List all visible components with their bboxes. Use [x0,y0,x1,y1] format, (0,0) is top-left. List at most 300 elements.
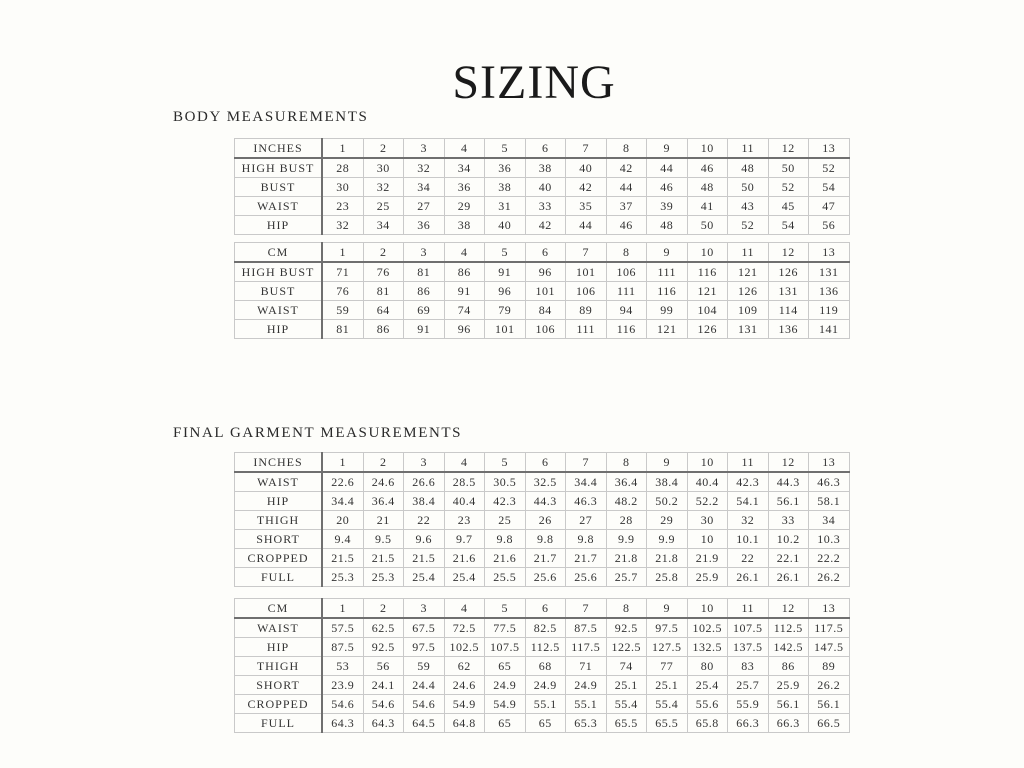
measurement-cell: 137.5 [728,638,769,657]
measurement-cell: 56 [809,216,850,235]
measurement-cell: 68 [525,657,566,676]
measurement-cell: 48 [647,216,688,235]
measurement-cell: 121 [647,320,688,339]
measurement-cell: 79 [485,301,526,320]
size-header: 8 [606,139,647,159]
measurement-cell: 42.3 [728,472,769,492]
measurement-cell: 40 [566,158,607,178]
measurement-cell: 36 [444,178,485,197]
measurement-cell: 22 [404,511,445,530]
measurement-cell: 10.2 [768,530,809,549]
measurement-cell: 116 [647,282,688,301]
row-label: WAIST [235,301,323,320]
size-header: 7 [566,453,607,473]
measurement-cell: 36 [485,158,526,178]
header-row [235,139,850,159]
measurement-cell: 21.8 [606,549,647,568]
measurement-cell: 107.5 [728,618,769,638]
size-header: 5 [485,139,526,159]
measurement-cell: 38.4 [647,472,688,492]
unit-header: INCHES [235,453,323,473]
size-header: 4 [444,243,485,263]
measurement-cell: 92.5 [606,618,647,638]
measurement-cell: 121 [687,282,728,301]
measurement-cell: 89 [566,301,607,320]
measurement-cell: 109 [728,301,769,320]
measurement-cell: 36.4 [606,472,647,492]
measurement-cell: 97.5 [647,618,688,638]
measurement-cell: 25.7 [728,676,769,695]
measurement-cell: 36 [404,216,445,235]
measurement-cell: 86 [444,262,485,282]
measurement-cell: 55.4 [606,695,647,714]
size-header: 7 [566,599,607,619]
measurement-cell: 25.9 [768,676,809,695]
measurement-cell: 91 [485,262,526,282]
measurement-cell: 119 [809,301,850,320]
size-header: 8 [606,599,647,619]
measurement-cell: 9.9 [647,530,688,549]
measurement-cell: 89 [809,657,850,676]
size-header: 9 [647,139,688,159]
measurement-cell: 54.9 [444,695,485,714]
table-row [235,282,850,301]
measurement-cell: 71 [322,262,363,282]
size-header: 13 [809,453,850,473]
size-header: 10 [687,243,728,263]
table-row [235,568,850,587]
measurement-cell: 9.7 [444,530,485,549]
table-row [235,301,850,320]
measurement-cell: 65 [485,657,526,676]
measurement-cell: 104 [687,301,728,320]
page-title: SIZING [452,56,616,109]
size-header: 3 [404,139,445,159]
measurement-cell: 74 [606,657,647,676]
measurement-cell: 21.6 [485,549,526,568]
table-row [235,178,850,197]
measurement-cell: 66.3 [768,714,809,733]
measurement-cell: 54.9 [485,695,526,714]
size-header: 5 [485,599,526,619]
measurement-cell: 52.2 [687,492,728,511]
measurement-cell: 42 [525,216,566,235]
measurement-cell: 142.5 [768,638,809,657]
measurement-cell: 42.3 [485,492,526,511]
measurement-cell: 54.6 [363,695,404,714]
table-row [235,320,850,339]
row-label: SHORT [235,676,323,695]
row-label: THIGH [235,511,323,530]
measurement-cell: 24.9 [485,676,526,695]
measurement-cell: 46.3 [809,472,850,492]
size-header: 13 [809,243,850,263]
measurement-cell: 21.5 [322,549,363,568]
measurement-cell: 114 [768,301,809,320]
measurement-cell: 50.2 [647,492,688,511]
unit-header: INCHES [235,139,323,159]
measurement-cell: 59 [322,301,363,320]
measurement-cell: 9.5 [363,530,404,549]
table-row [235,472,850,492]
table-row [235,657,850,676]
size-header: 3 [404,453,445,473]
measurement-cell: 131 [768,282,809,301]
measurement-cell: 40 [525,178,566,197]
measurement-cell: 28 [322,158,363,178]
measurement-cell: 26.2 [809,568,850,587]
unit-header: CM [235,243,323,263]
row-label: HIP [235,216,323,235]
measurement-cell: 117.5 [566,638,607,657]
measurement-cell: 102.5 [444,638,485,657]
measurement-cell: 56 [363,657,404,676]
row-label: THIGH [235,657,323,676]
size-header: 1 [322,139,363,159]
size-header: 6 [525,243,566,263]
measurement-cell: 127.5 [647,638,688,657]
measurement-cell: 46 [687,158,728,178]
measurement-cell: 29 [647,511,688,530]
measurement-cell: 71 [566,657,607,676]
measurement-cell: 81 [363,282,404,301]
measurement-cell: 86 [768,657,809,676]
measurement-cell: 147.5 [809,638,850,657]
measurement-cell: 23.9 [322,676,363,695]
measurement-cell: 20 [322,511,363,530]
size-header: 11 [728,139,769,159]
measurement-cell: 38.4 [404,492,445,511]
measurement-cell: 77 [647,657,688,676]
measurement-cell: 74 [444,301,485,320]
measurement-cell: 9.8 [566,530,607,549]
row-label: WAIST [235,472,323,492]
measurement-cell: 25.1 [647,676,688,695]
measurement-cell: 141 [809,320,850,339]
measurement-cell: 55.6 [687,695,728,714]
measurement-cell: 22.6 [322,472,363,492]
row-label: SHORT [235,530,323,549]
measurement-cell: 27 [566,511,607,530]
size-header: 4 [444,453,485,473]
measurement-cell: 30 [322,178,363,197]
measurement-cell: 86 [404,282,445,301]
measurement-cell: 30 [687,511,728,530]
body-measurements-cm-table [234,242,850,339]
table-row [235,618,850,638]
measurement-cell: 77.5 [485,618,526,638]
measurement-cell: 81 [322,320,363,339]
measurement-cell: 42 [566,178,607,197]
measurement-cell: 34 [363,216,404,235]
measurement-cell: 84 [525,301,566,320]
measurement-cell: 25.8 [647,568,688,587]
measurement-cell: 67.5 [404,618,445,638]
size-header: 2 [363,453,404,473]
measurement-cell: 76 [363,262,404,282]
size-header: 5 [485,453,526,473]
measurement-cell: 46 [647,178,688,197]
row-label: HIP [235,638,323,657]
measurement-cell: 29 [444,197,485,216]
size-header: 6 [525,139,566,159]
measurement-cell: 54.6 [322,695,363,714]
measurement-cell: 30 [363,158,404,178]
size-header: 8 [606,453,647,473]
measurement-cell: 42 [606,158,647,178]
measurement-cell: 26.1 [728,568,769,587]
size-header: 5 [485,243,526,263]
size-header: 3 [404,599,445,619]
measurement-cell: 38 [525,158,566,178]
table-row [235,216,850,235]
measurement-cell: 25.4 [687,676,728,695]
measurement-cell: 116 [606,320,647,339]
measurement-cell: 25.6 [566,568,607,587]
size-header: 8 [606,243,647,263]
measurement-cell: 101 [485,320,526,339]
body-measurements-inches-table [234,138,850,235]
garment-measurements-inches-table [234,452,850,587]
measurement-cell: 96 [485,282,526,301]
measurement-cell: 41 [687,197,728,216]
measurement-cell: 10.3 [809,530,850,549]
measurement-cell: 48 [728,158,769,178]
measurement-cell: 34.4 [322,492,363,511]
measurement-cell: 52 [768,178,809,197]
size-header: 7 [566,139,607,159]
measurement-cell: 21.5 [404,549,445,568]
measurement-cell: 83 [728,657,769,676]
measurement-cell: 9.8 [525,530,566,549]
measurement-cell: 50 [768,158,809,178]
measurement-cell: 106 [525,320,566,339]
section-title-final-garment-measurements: FINAL GARMENT MEASUREMENTS [173,425,463,441]
size-header: 9 [647,453,688,473]
measurement-cell: 54.1 [728,492,769,511]
measurement-cell: 46.3 [566,492,607,511]
size-header: 9 [647,599,688,619]
measurement-cell: 38 [485,178,526,197]
measurement-cell: 121 [728,262,769,282]
measurement-cell: 25.9 [687,568,728,587]
measurement-cell: 10 [687,530,728,549]
measurement-cell: 28.5 [444,472,485,492]
table-row [235,511,850,530]
measurement-cell: 55.1 [525,695,566,714]
measurement-cell: 21.7 [525,549,566,568]
measurement-cell: 56.1 [768,492,809,511]
size-header: 10 [687,453,728,473]
measurement-cell: 40.4 [444,492,485,511]
size-header: 11 [728,599,769,619]
row-label: HIP [235,320,323,339]
measurement-cell: 32.5 [525,472,566,492]
size-header: 2 [363,243,404,263]
measurement-cell: 94 [606,301,647,320]
measurement-cell: 25.5 [485,568,526,587]
measurement-cell: 106 [606,262,647,282]
measurement-cell: 34 [404,178,445,197]
size-header: 6 [525,599,566,619]
measurement-cell: 55.1 [566,695,607,714]
measurement-cell: 44 [566,216,607,235]
size-header: 3 [404,243,445,263]
size-header: 12 [768,139,809,159]
row-label: HIP [235,492,323,511]
measurement-cell: 65.8 [687,714,728,733]
measurement-cell: 96 [444,320,485,339]
measurement-cell: 87.5 [322,638,363,657]
measurement-cell: 22.2 [809,549,850,568]
measurement-cell: 34.4 [566,472,607,492]
measurement-cell: 131 [728,320,769,339]
measurement-cell: 87.5 [566,618,607,638]
measurement-cell: 25.7 [606,568,647,587]
measurement-cell: 58.1 [809,492,850,511]
measurement-cell: 23 [322,197,363,216]
size-header: 7 [566,243,607,263]
measurement-cell: 25 [485,511,526,530]
size-header: 10 [687,599,728,619]
measurement-cell: 99 [647,301,688,320]
measurement-cell: 30.5 [485,472,526,492]
header-row [235,453,850,473]
measurement-cell: 64.8 [444,714,485,733]
section-title-body-measurements: BODY MEASUREMENTS [173,109,369,125]
measurement-cell: 97.5 [404,638,445,657]
measurement-cell: 136 [809,282,850,301]
unit-header: CM [235,599,323,619]
measurement-cell: 21.6 [444,549,485,568]
table-row [235,492,850,511]
measurement-cell: 80 [687,657,728,676]
row-label: CROPPED [235,549,323,568]
row-label: BUST [235,178,323,197]
measurement-cell: 55.4 [647,695,688,714]
measurement-cell: 33 [768,511,809,530]
measurement-cell: 27 [404,197,445,216]
measurement-cell: 32 [728,511,769,530]
measurement-cell: 32 [404,158,445,178]
measurement-cell: 9.6 [404,530,445,549]
measurement-cell: 9.9 [606,530,647,549]
size-header: 6 [525,453,566,473]
measurement-cell: 65.3 [566,714,607,733]
row-label: BUST [235,282,323,301]
measurement-cell: 32 [322,216,363,235]
garment-measurements-cm-table [234,598,850,733]
measurement-cell: 69 [404,301,445,320]
measurement-cell: 26.1 [768,568,809,587]
measurement-cell: 9.4 [322,530,363,549]
measurement-cell: 64.3 [363,714,404,733]
measurement-cell: 48 [687,178,728,197]
measurement-cell: 62.5 [363,618,404,638]
measurement-cell: 21.9 [687,549,728,568]
size-header: 10 [687,139,728,159]
measurement-cell: 65.5 [647,714,688,733]
measurement-cell: 65 [485,714,526,733]
measurement-cell: 26.6 [404,472,445,492]
measurement-cell: 50 [728,178,769,197]
measurement-cell: 25 [363,197,404,216]
measurement-cell: 66.5 [809,714,850,733]
size-header: 13 [809,139,850,159]
measurement-cell: 26 [525,511,566,530]
measurement-cell: 102.5 [687,618,728,638]
measurement-cell: 25.3 [322,568,363,587]
measurement-cell: 48.2 [606,492,647,511]
measurement-cell: 64 [363,301,404,320]
size-header: 13 [809,599,850,619]
measurement-cell: 122.5 [606,638,647,657]
measurement-cell: 37 [606,197,647,216]
row-label: HIGH BUST [235,158,323,178]
measurement-cell: 117.5 [809,618,850,638]
row-label: FULL [235,568,323,587]
measurement-cell: 45 [768,197,809,216]
measurement-cell: 96 [525,262,566,282]
measurement-cell: 81 [404,262,445,282]
size-header: 1 [322,243,363,263]
measurement-cell: 126 [687,320,728,339]
measurement-cell: 131 [809,262,850,282]
measurement-cell: 54.6 [404,695,445,714]
measurement-cell: 101 [525,282,566,301]
measurement-cell: 44 [647,158,688,178]
measurement-cell: 44 [606,178,647,197]
measurement-cell: 39 [647,197,688,216]
measurement-cell: 111 [566,320,607,339]
measurement-cell: 54 [768,216,809,235]
measurement-cell: 126 [768,262,809,282]
row-label: CROPPED [235,695,323,714]
measurement-cell: 92.5 [363,638,404,657]
measurement-cell: 24.9 [525,676,566,695]
measurement-cell: 21.7 [566,549,607,568]
measurement-cell: 52 [809,158,850,178]
measurement-cell: 28 [606,511,647,530]
size-header: 12 [768,453,809,473]
measurement-cell: 91 [404,320,445,339]
measurement-cell: 40.4 [687,472,728,492]
size-header: 12 [768,243,809,263]
measurement-cell: 21 [363,511,404,530]
measurement-cell: 34 [809,511,850,530]
size-header: 4 [444,139,485,159]
measurement-cell: 101 [566,262,607,282]
table-row [235,714,850,733]
measurement-cell: 56.1 [768,695,809,714]
measurement-cell: 25.1 [606,676,647,695]
measurement-cell: 111 [647,262,688,282]
measurement-cell: 46 [606,216,647,235]
table-row [235,549,850,568]
measurement-cell: 38 [444,216,485,235]
measurement-cell: 47 [809,197,850,216]
measurement-cell: 23 [444,511,485,530]
size-header: 9 [647,243,688,263]
measurement-cell: 24.6 [444,676,485,695]
measurement-cell: 106 [566,282,607,301]
size-header: 11 [728,453,769,473]
measurement-cell: 76 [322,282,363,301]
measurement-cell: 64.3 [322,714,363,733]
row-label: WAIST [235,618,323,638]
measurement-cell: 35 [566,197,607,216]
measurement-cell: 56.1 [809,695,850,714]
